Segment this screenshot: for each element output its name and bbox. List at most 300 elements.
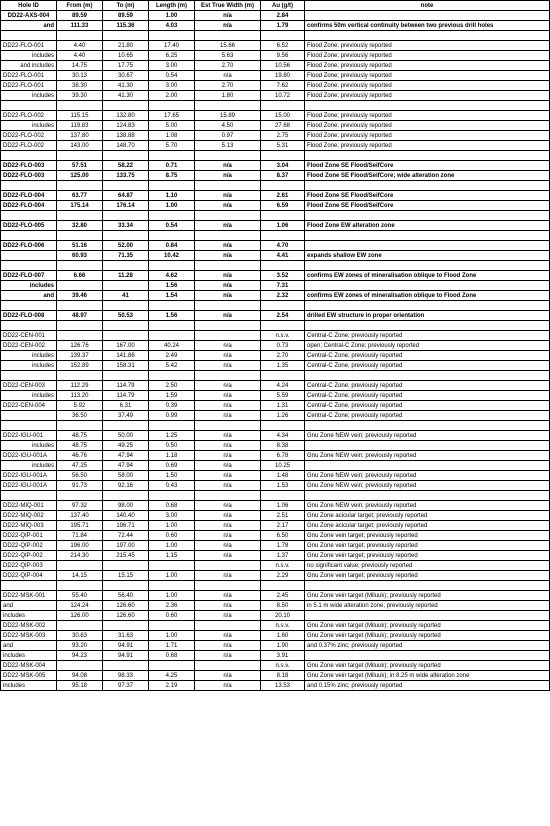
table-row [1,21,550,31]
empty-cell [149,181,195,191]
table-row [1,171,550,181]
cell-length: 3.00 [149,511,195,521]
cell-length: 4.62 [149,271,195,281]
cell-length: 1.00 [149,201,195,211]
cell-length: 5.70 [149,141,195,151]
cell-au: 1.78 [261,541,305,551]
cell-true-width: n/a [195,481,261,491]
cell-note: Gnu Zone vein target (Miluuk); previously reported [305,621,550,631]
empty-cell [1,151,57,161]
table-row [1,431,550,441]
cell-true-width: n/a [195,361,261,371]
cell-to: 94.91 [103,651,149,661]
cell-note: Central-C Zone; previously reported [305,331,550,341]
cell-hole-id: DD22-FLO-002 [1,141,57,151]
cell-au: 1.31 [261,401,305,411]
cell-from: 94.23 [57,651,103,661]
table-row [1,611,550,621]
cell-true-width: n/a [195,441,261,451]
cell-note: Flood Zone; previously reported [305,71,550,81]
table-row [1,401,550,411]
cell-note: Flood Zone EW alteration zone [305,221,550,231]
empty-cell [195,581,261,591]
cell-true-width: n/a [195,271,261,281]
cell-to: 133.75 [103,171,149,181]
cell-hole-id: and [1,641,57,651]
empty-cell [57,261,103,271]
header-hole-id: Hole ID [1,1,57,11]
empty-cell [195,151,261,161]
cell-true-width: n/a [195,391,261,401]
table-row [1,511,550,521]
cell-hole-id: includes [1,441,57,451]
cell-hole-id: DD22-FLO-001 [1,41,57,51]
separator-row [1,491,550,501]
cell-from: 30.13 [57,71,103,81]
empty-cell [261,261,305,271]
cell-length: 0.54 [149,221,195,231]
empty-cell [103,261,149,271]
cell-note: Flood Zone SE Flood/SeifCore [305,191,550,201]
cell-from: 89.59 [57,11,103,21]
empty-cell [149,211,195,221]
empty-cell [103,231,149,241]
cell-true-width: n/a [195,201,261,211]
cell-note: Gnu Zone NEW vein; previously reported [305,471,550,481]
cell-hole-id: DD22-FLO-001 [1,71,57,81]
cell-au: 2.17 [261,521,305,531]
cell-note: Central-C Zone; previously reported [305,411,550,421]
empty-cell [195,371,261,381]
cell-from: 60.93 [57,251,103,261]
cell-note: Flood Zone; previously reported [305,121,550,131]
cell-length: 0.60 [149,611,195,621]
cell-to: 49.25 [103,441,149,451]
table-row [1,311,550,321]
cell-true-width: n/a [195,591,261,601]
cell-true-width [195,621,261,631]
table-row [1,441,550,451]
empty-cell [57,301,103,311]
cell-true-width: n/a [195,451,261,461]
cell-to: 98.00 [103,501,149,511]
cell-true-width: n/a [195,281,261,291]
table-row [1,361,550,371]
table-row [1,641,550,651]
empty-cell [195,181,261,191]
table-row [1,671,550,681]
cell-to: 215.45 [103,551,149,561]
cell-hole-id: includes [1,281,57,291]
cell-from: 126.00 [57,611,103,621]
cell-au: 6.59 [261,201,305,211]
cell-hole-id: includes [1,51,57,61]
table-row [1,111,550,121]
cell-from: 196.00 [57,541,103,551]
cell-to [103,661,149,671]
empty-cell [261,151,305,161]
cell-note: Central-C Zone; previously reported [305,401,550,411]
cell-from: 95.18 [57,681,103,691]
table-row [1,381,550,391]
cell-length: 0.54 [149,71,195,81]
cell-note: Gnu Zone vein target (Miluuk); previously reported [305,661,550,671]
empty-cell [195,101,261,111]
cell-length: 1.50 [149,471,195,481]
cell-from: 97.32 [57,501,103,511]
cell-hole-id: DD22-CEN-004 [1,401,57,411]
empty-cell [149,101,195,111]
table-row [1,51,550,61]
empty-cell [305,261,550,271]
cell-hole-id: and [1,601,57,611]
empty-cell [305,181,550,191]
cell-note [305,281,550,291]
table-row [1,501,550,511]
table-row [1,141,550,151]
cell-from: 91.73 [57,481,103,491]
cell-note: Gnu Zone vein target; previously reported [305,531,550,541]
cell-hole-id: DD22-QIP-002 [1,541,57,551]
cell-from [57,331,103,341]
cell-true-width [195,561,261,571]
cell-note: Gnu Zone vein target (Miluuk); previously reported [305,591,550,601]
cell-true-width: 2.70 [195,81,261,91]
table-row [1,121,550,131]
cell-hole-id: DD22-IGU-001A [1,451,57,461]
empty-cell [149,301,195,311]
cell-au: 8.37 [261,171,305,181]
cell-length: 3.00 [149,81,195,91]
cell-to: 37.49 [103,411,149,421]
empty-cell [1,31,57,41]
cell-note: Gnu Zone vein target (Miluuk); in 8.25 m wide alteration zone [305,671,550,681]
cell-length: 2.36 [149,601,195,611]
empty-cell [103,31,149,41]
table-row [1,561,550,571]
empty-cell [195,321,261,331]
cell-length: 4.25 [149,671,195,681]
cell-true-width: n/a [195,641,261,651]
cell-to: 33.34 [103,221,149,231]
cell-true-width: n/a [195,191,261,201]
empty-cell [103,491,149,501]
cell-au: 2.84 [261,11,305,21]
empty-cell [149,31,195,41]
table-row [1,461,550,471]
cell-from: 36.50 [57,411,103,421]
cell-to: 10.65 [103,51,149,61]
cell-note: Central-C Zone; previously reported [305,381,550,391]
cell-au: 5.59 [261,391,305,401]
cell-au: 4.70 [261,241,305,251]
cell-to: 126.60 [103,601,149,611]
cell-length: 3.00 [149,61,195,71]
cell-hole-id: includes [1,681,57,691]
cell-to: 115.36 [103,21,149,31]
cell-from: 51.16 [57,241,103,251]
cell-to: 140.40 [103,511,149,521]
cell-hole-id: DD22-MIQ-002 [1,511,57,521]
separator-row [1,231,550,241]
cell-hole-id: DD22-FLO-001 [1,81,57,91]
cell-from: 137.40 [57,511,103,521]
empty-cell [57,231,103,241]
empty-cell [103,421,149,431]
cell-note: confirms EW zones of mineralisation oblique to Flood Zone [305,271,550,281]
cell-note: confirms 50m vertical continuity between two previous drill holes [305,21,550,31]
table-row [1,81,550,91]
cell-au: 2.61 [261,191,305,201]
empty-cell [305,151,550,161]
cell-true-width: n/a [195,251,261,261]
cell-au: 8.18 [261,671,305,681]
empty-cell [57,151,103,161]
empty-cell [103,371,149,381]
table-row [1,131,550,141]
cell-note [305,611,550,621]
table-row [1,601,550,611]
cell-hole-id: and [1,291,57,301]
empty-cell [57,491,103,501]
cell-au: n.s.v. [261,621,305,631]
cell-length: 1.10 [149,191,195,201]
cell-to [103,561,149,571]
cell-from: 30.63 [57,631,103,641]
cell-true-width [195,661,261,671]
cell-hole-id: DD22-FLO-002 [1,131,57,141]
cell-au: 6.52 [261,41,305,51]
separator-row [1,581,550,591]
cell-note: Gnu Zone vein target (Miluuk); previously reported [305,631,550,641]
cell-note: confirms EW zones of mineralisation oblique to Flood Zone [305,291,550,301]
cell-from: 175.14 [57,201,103,211]
table-row [1,41,550,51]
cell-from [57,661,103,671]
cell-to: 124.83 [103,121,149,131]
empty-cell [305,301,550,311]
cell-hole-id: DD22-AXS-004 [1,11,57,21]
empty-cell [1,181,57,191]
cell-hole-id: DD22-FLO-004 [1,191,57,201]
header-row [1,1,550,11]
cell-from: 94.08 [57,671,103,681]
cell-length: 1.00 [149,521,195,531]
table-row [1,61,550,71]
cell-true-width: 4.50 [195,121,261,131]
cell-length: 1.15 [149,551,195,561]
cell-from: 143.00 [57,141,103,151]
cell-hole-id: includes [1,121,57,131]
cell-from: 48.75 [57,441,103,451]
cell-hole-id [1,411,57,421]
cell-from [57,621,103,631]
header-from: From (m) [57,1,103,11]
cell-to: 167.00 [103,341,149,351]
cell-note: open; Central-C Zone; previously reported [305,341,550,351]
cell-note: expands shallow EW zone [305,251,550,261]
cell-to: 50.53 [103,311,149,321]
cell-from: 39.30 [57,91,103,101]
empty-cell [305,211,550,221]
empty-cell [103,321,149,331]
cell-length: 1.54 [149,291,195,301]
cell-note: Flood Zone; previously reported [305,91,550,101]
cell-true-width: 5.63 [195,51,261,61]
cell-note: Flood Zone; previously reported [305,51,550,61]
cell-note: Central-C Zone; previously reported [305,351,550,361]
cell-true-width: n/a [195,351,261,361]
empty-cell [149,321,195,331]
cell-note: Gnu Zone NEW vein; previously reported [305,431,550,441]
cell-from: 38.30 [57,81,103,91]
empty-cell [1,421,57,431]
empty-cell [1,581,57,591]
cell-au: 5.31 [261,141,305,151]
cell-au: 1.79 [261,21,305,31]
cell-au: 7.62 [261,81,305,91]
cell-hole-id: DD22-MSK-004 [1,661,57,671]
cell-length [149,661,195,671]
cell-length [149,621,195,631]
cell-true-width: n/a [195,341,261,351]
cell-au: 19.80 [261,71,305,81]
cell-to: 41.30 [103,91,149,101]
cell-length: 5.00 [149,121,195,131]
cell-to: 50.00 [103,431,149,441]
cell-length: 0.39 [149,401,195,411]
table-row [1,391,550,401]
separator-row [1,101,550,111]
cell-au: 13.53 [261,681,305,691]
cell-note: no significant value; previously reported [305,561,550,571]
table-row [1,91,550,101]
empty-cell [57,421,103,431]
cell-note: Flood Zone SE Flood/SeifCore [305,201,550,211]
cell-to: 97.37 [103,681,149,691]
empty-cell [1,211,57,221]
cell-to: 71.35 [103,251,149,261]
table-row [1,631,550,641]
cell-true-width: 15.89 [195,111,261,121]
cell-from: 14.15 [57,571,103,581]
cell-from: 139.37 [57,351,103,361]
cell-true-width [195,331,261,341]
cell-length [149,331,195,341]
table-row [1,161,550,171]
cell-to: 148.70 [103,141,149,151]
table-row [1,71,550,81]
cell-true-width: n/a [195,311,261,321]
cell-from: 112.29 [57,381,103,391]
cell-length: 2.19 [149,681,195,691]
cell-au: 2.29 [261,571,305,581]
cell-to: 58.22 [103,161,149,171]
cell-note: Flood Zone; previously reported [305,81,550,91]
cell-from: 119.83 [57,121,103,131]
cell-length: 0.69 [149,461,195,471]
cell-length: 1.00 [149,11,195,21]
cell-true-width: n/a [195,461,261,471]
header-true-width: Est True Width (m) [195,1,261,11]
cell-au: 2.54 [261,311,305,321]
cell-true-width: n/a [195,11,261,21]
cell-note [305,461,550,471]
empty-cell [261,31,305,41]
cell-au: 10.72 [261,91,305,101]
cell-from: 48.75 [57,431,103,441]
empty-cell [305,231,550,241]
cell-length: 1.71 [149,641,195,651]
cell-to [103,331,149,341]
cell-hole-id: includes [1,391,57,401]
cell-au: 7.31 [261,281,305,291]
separator-row [1,371,550,381]
cell-from: 6.66 [57,271,103,281]
cell-au: 15.00 [261,111,305,121]
separator-row [1,261,550,271]
cell-length: 17.40 [149,41,195,51]
cell-to: 196.71 [103,521,149,531]
separator-row [1,211,550,221]
cell-true-width: n/a [195,541,261,551]
cell-from: 32.80 [57,221,103,231]
cell-hole-id: includes [1,91,57,101]
separator-row [1,321,550,331]
cell-true-width: n/a [195,651,261,661]
cell-note: Gnu Zone vein target; previously reported [305,551,550,561]
cell-note: Gnu Zone NEW vein; previously reported [305,481,550,491]
cell-hole-id: DD22-FLO-003 [1,161,57,171]
cell-to: 47.94 [103,461,149,471]
cell-to: 132.80 [103,111,149,121]
table-row [1,481,550,491]
cell-to [103,621,149,631]
empty-cell [261,231,305,241]
cell-true-width: 15.66 [195,41,261,51]
cell-length: 17.65 [149,111,195,121]
empty-cell [103,581,149,591]
cell-true-width: 0.97 [195,131,261,141]
cell-to: 94.91 [103,641,149,651]
cell-au: 1.53 [261,481,305,491]
empty-cell [103,101,149,111]
table-row [1,351,550,361]
cell-from: 56.50 [57,471,103,481]
cell-from: 214.30 [57,551,103,561]
cell-true-width: n/a [195,411,261,421]
cell-length: 1.00 [149,591,195,601]
cell-from: 113.20 [57,391,103,401]
cell-from: 47.25 [57,461,103,471]
cell-length: 1.00 [149,571,195,581]
cell-true-width: 1.80 [195,91,261,101]
cell-note: Flood Zone; previously reported [305,131,550,141]
cell-from: 126.76 [57,341,103,351]
cell-hole-id: DD22-QIP-004 [1,571,57,581]
cell-note: Flood Zone; previously reported [305,61,550,71]
cell-note: drilled EW structure in proper orientation [305,311,550,321]
cell-au: 3.91 [261,651,305,661]
cell-length: 0.43 [149,481,195,491]
cell-au: 1.06 [261,501,305,511]
cell-hole-id: DD22-FLO-007 [1,271,57,281]
cell-from [57,561,103,571]
cell-from: 63.77 [57,191,103,201]
empty-cell [57,31,103,41]
empty-cell [1,491,57,501]
empty-cell [261,211,305,221]
